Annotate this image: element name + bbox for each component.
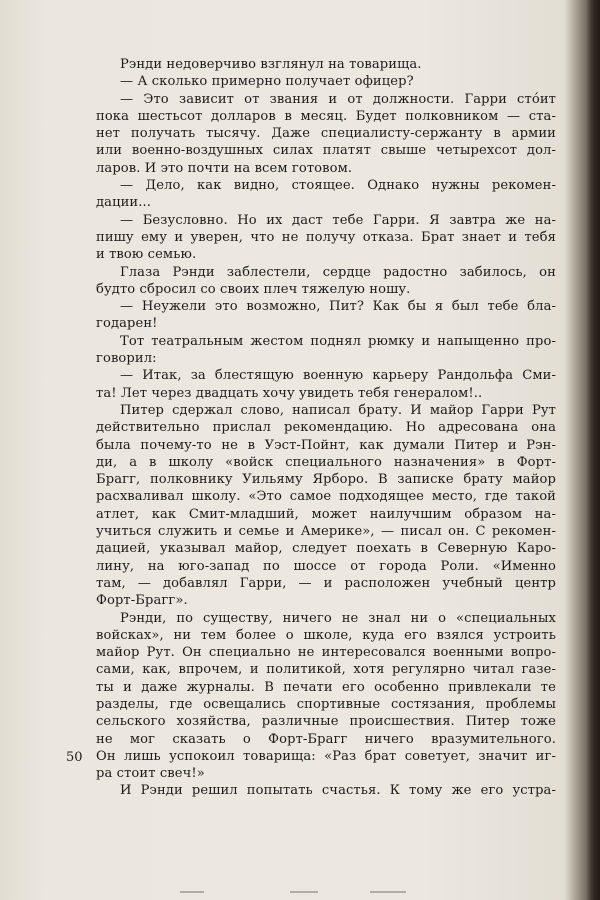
- text-line: и твою семью.: [96, 247, 197, 263]
- text-line: Рэнди недоверчиво взглянул на товарища.: [120, 57, 422, 72]
- text-line: расхваливал школу. «Это самое подходящее место, где такой: [96, 489, 556, 505]
- page-edge-shadow: [586, 0, 600, 900]
- text-line: Тот театральным жестом поднял рюмку и напыщенно про-: [120, 333, 556, 349]
- bottom-scan-marks: [180, 891, 500, 894]
- text-line: — Безусловно. Но их даст тебе Гарри. Я завтра же на-: [120, 212, 556, 228]
- text-line: майор Рут. Он специально не интересовался военными вопро-: [96, 645, 556, 661]
- text-line: или военно-воздушных силах платят свыше четырехсот дол-: [96, 143, 556, 159]
- text-line: сельского хозяйства, различные происшествия. Питер тоже: [96, 714, 556, 730]
- text-line: говорил:: [96, 351, 157, 367]
- text-line: дацией, указывал майор, следует поехать в Северную Каро-: [96, 541, 556, 557]
- text-line: действительно прислал рекомендацию. Но адресована она: [96, 420, 556, 436]
- text-line: атлет, как Смит-младший, может наилучшим образом на-: [96, 506, 556, 522]
- text-line: Брагг, полковнику Уильяму Ярборо. В записке брату майор: [96, 472, 556, 488]
- text-line: та! Лет через двадцать хочу увидеть тебя генералом!..: [96, 385, 483, 401]
- page-text: [96, 56, 556, 800]
- text-line: ты и даже журналы. В печати его особенно привлекали те: [96, 679, 556, 695]
- text-line: нет получать тысячу. Даже специалисту-сержанту в армии: [96, 126, 556, 142]
- text-line: годарен!: [96, 316, 158, 332]
- text-line: — Дело, как видно, стоящее. Однако нужны рекомен-: [120, 178, 556, 194]
- text-line: — А сколько примерно получает офицер?: [120, 74, 414, 90]
- text-line: И Рэнди решил попытать счастья. К тому же его устра-: [120, 783, 556, 799]
- text-line: была почему-то не в Уэст-Пойнт, как думали Питер и Рэн-: [96, 437, 556, 453]
- text-line: пишу ему и уверен, что не получу отказа. Брат знает и тебя: [96, 229, 556, 245]
- text-line: там, — добавлял Гарри, — и расположен учебный центр: [96, 575, 556, 591]
- text-line: разделы, где освещались спортивные состязания, проблемы: [96, 696, 556, 712]
- text-line: войсках», ни тем более о школе, куда его взялся устроить: [96, 627, 556, 643]
- text-line: Глаза Рэнди заблестели, сердце радостно забилось, он: [120, 264, 556, 280]
- text-line: Он лишь успокоил товарища: «Раз брат советует, значит иг-: [96, 748, 556, 764]
- text-line: пока шестьсот долларов в месяц. Будет полковником — ста-: [96, 108, 556, 124]
- text-line: ра стоит свеч!»: [96, 766, 205, 782]
- text-line: дации...: [96, 195, 152, 211]
- text-line: — Это зависит от звания и от должности. Гарри стóит: [120, 91, 556, 107]
- text-line: будто сбросил со своих плеч тяжелую ношу.: [96, 281, 411, 297]
- page-number: 50: [66, 750, 83, 765]
- text-line: — Неужели это возможно, Пит? Как бы я был тебе бла-: [120, 299, 556, 315]
- text-line: Рэнди, по существу, ничего не знал ни о «специальных: [120, 610, 556, 626]
- text-line: — Итак, за блестящую военную карьеру Рандольфа Сми-: [120, 368, 556, 384]
- text-line: сами, как, впрочем, и политикой, хотя регулярно читал газе-: [96, 662, 556, 678]
- text-line: не мог сказать о Форт-Брагг ничего вразумительного.: [96, 731, 556, 747]
- text-line: Питер сдержал слово, написал брату. И майор Гарри Рут: [120, 402, 556, 418]
- text-line: учиться служить и семье и Америке», — писал он. С рекомен-: [96, 524, 556, 540]
- text-line: ди, а в школу «войск специального назначения» в Форт-: [96, 454, 556, 470]
- text-line: лину, на юго-запад по шоссе от города Роли. «Именно: [96, 558, 556, 574]
- text-line: ларов. И это почти на всем готовом.: [96, 160, 353, 176]
- text-line: Форт-Брагг».: [96, 593, 188, 609]
